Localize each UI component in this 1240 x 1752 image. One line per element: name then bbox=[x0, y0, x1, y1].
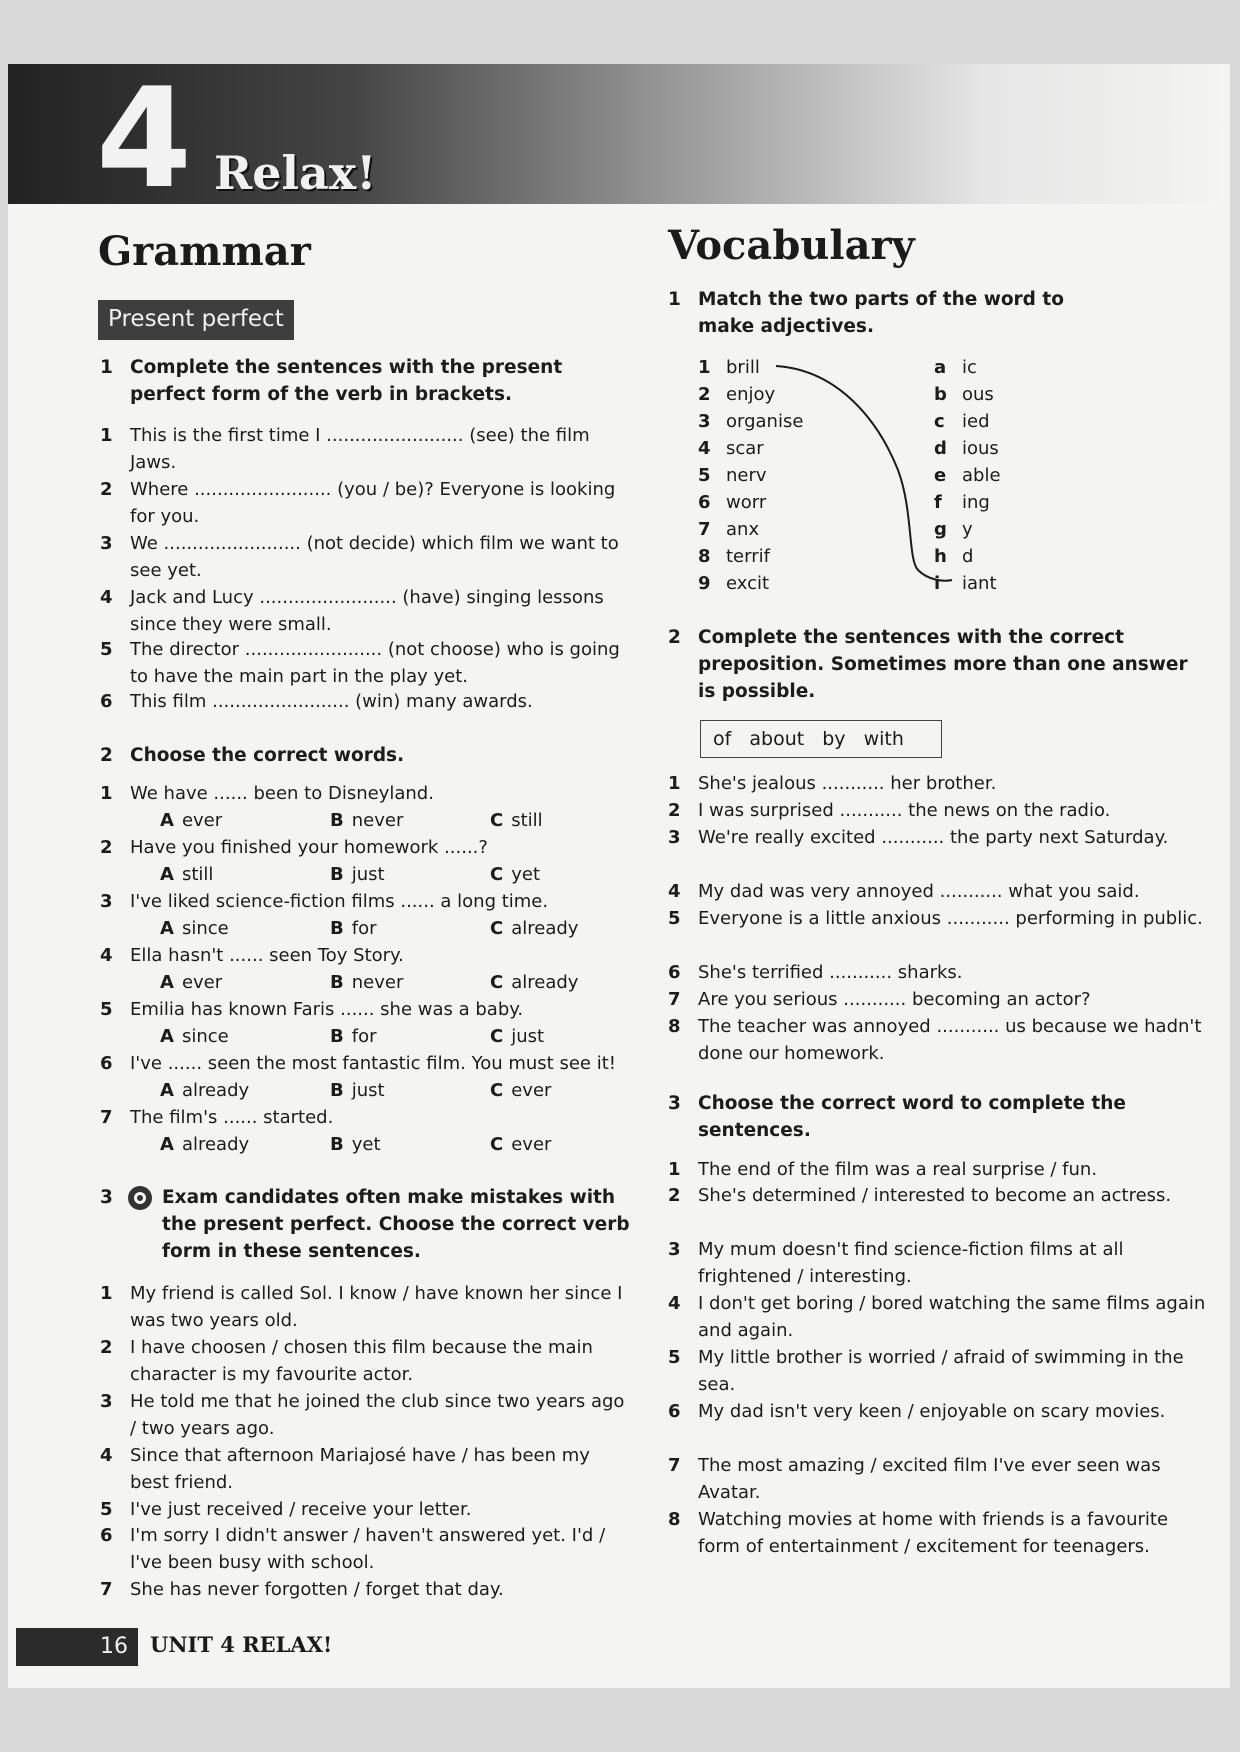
item-text: My dad was very annoyed ........... what you said. bbox=[698, 881, 1140, 902]
list-item bbox=[100, 888, 620, 915]
item-number: 2 bbox=[100, 1337, 113, 1358]
option-letter: B bbox=[330, 810, 344, 831]
item-letter: g bbox=[934, 519, 947, 540]
list-item bbox=[668, 959, 1208, 986]
list-item bbox=[668, 1156, 1208, 1183]
item-text: The most amazing / excited film I've ever seen was Avatar. bbox=[698, 1455, 1161, 1503]
list-item bbox=[668, 1398, 1208, 1425]
option-text: ever bbox=[181, 972, 223, 993]
word-part: ic bbox=[962, 357, 977, 378]
item-text: The film's ...... started. bbox=[130, 1107, 334, 1128]
option-text: already bbox=[181, 1134, 250, 1155]
list-item bbox=[100, 530, 620, 584]
item-text: Everyone is a little anxious ........... performing in public. bbox=[698, 908, 1203, 929]
item-text: Watching movies at home with friends is a favourite form of entertainment / excitement for teenagers. bbox=[698, 1509, 1169, 1557]
item-text: My friend is called Sol. I know / have known her since I was two years old. bbox=[130, 1283, 623, 1331]
page-footer bbox=[8, 1628, 1230, 1668]
vocab-ex1-title bbox=[668, 286, 1118, 340]
option-letter: C bbox=[490, 918, 504, 939]
footer-bar bbox=[16, 1628, 90, 1666]
option-letter: A bbox=[160, 1134, 174, 1155]
ex-number: 2 bbox=[668, 627, 681, 648]
word-part: d bbox=[962, 546, 974, 567]
item-number: 6 bbox=[668, 1401, 681, 1422]
option-letter: C bbox=[490, 864, 504, 885]
option-b bbox=[330, 861, 385, 888]
item-number: 5 bbox=[698, 465, 711, 486]
item-number: 4 bbox=[100, 1445, 113, 1466]
list-item bbox=[668, 1013, 1208, 1067]
option-text: yet bbox=[511, 864, 541, 885]
ex-number: 2 bbox=[100, 745, 113, 766]
word-part: terrif bbox=[726, 546, 770, 567]
item-number: 2 bbox=[100, 837, 113, 858]
item-number: 5 bbox=[668, 1347, 681, 1368]
option-text: still bbox=[511, 810, 543, 831]
word-part: scar bbox=[726, 438, 764, 459]
item-text: She's determined / interested to become an actress. bbox=[698, 1185, 1172, 1206]
word-part: ing bbox=[962, 492, 990, 513]
list-item bbox=[100, 942, 620, 969]
item-number: 6 bbox=[698, 492, 711, 513]
option-letter: C bbox=[490, 1134, 504, 1155]
grammar-ex3-title bbox=[100, 1184, 630, 1265]
item-number: 8 bbox=[668, 1016, 681, 1037]
grammar-ex1-title bbox=[100, 354, 630, 408]
vocab-ex2-title bbox=[668, 624, 1208, 705]
item-number: 2 bbox=[698, 384, 711, 405]
list-item bbox=[668, 1506, 1208, 1560]
item-text: She has never forgotten / forget that day. bbox=[130, 1579, 504, 1600]
vocabulary-heading: Vocabulary bbox=[668, 222, 915, 269]
item-number: 3 bbox=[100, 891, 113, 912]
option-b bbox=[330, 1023, 376, 1050]
item-text: The end of the film was a real surprise / fun. bbox=[698, 1159, 1098, 1180]
option-text: still bbox=[181, 864, 214, 885]
list-item bbox=[668, 824, 1208, 851]
item-text: Emilia has known Faris ...... she was a baby. bbox=[130, 999, 524, 1020]
option-letter: C bbox=[490, 1026, 504, 1047]
option-b bbox=[330, 915, 376, 942]
option-a bbox=[160, 915, 229, 942]
word-part: nerv bbox=[726, 465, 767, 486]
option-letter: C bbox=[490, 972, 504, 993]
list-item bbox=[100, 1522, 630, 1576]
vocab-ex3-title bbox=[668, 1090, 1208, 1144]
option-text: yet bbox=[351, 1134, 381, 1155]
option-a bbox=[160, 969, 222, 996]
list-item bbox=[668, 1344, 1208, 1398]
item-number: 4 bbox=[100, 587, 113, 608]
preposition-word: with bbox=[863, 728, 904, 750]
list-item bbox=[100, 1334, 630, 1388]
list-item bbox=[668, 905, 1208, 932]
option-text: never bbox=[351, 810, 404, 831]
section-tag: Present perfect bbox=[98, 300, 294, 340]
list-item bbox=[100, 1280, 630, 1334]
item-letter: f bbox=[934, 492, 942, 513]
item-number: 8 bbox=[698, 546, 711, 567]
item-number: 7 bbox=[698, 519, 711, 540]
option-letter: A bbox=[160, 972, 174, 993]
item-letter: h bbox=[934, 546, 947, 567]
option-c bbox=[490, 1023, 544, 1050]
ex-number: 1 bbox=[100, 357, 113, 378]
list-item bbox=[100, 688, 620, 715]
item-number: 5 bbox=[100, 999, 113, 1020]
item-number: 2 bbox=[668, 800, 681, 821]
item-number: 7 bbox=[668, 989, 681, 1010]
unit-number: 4 bbox=[96, 58, 189, 219]
item-number: 5 bbox=[100, 1499, 113, 1520]
word-part: ied bbox=[962, 411, 990, 432]
option-letter: A bbox=[160, 1080, 174, 1101]
option-letter: C bbox=[490, 1080, 504, 1101]
item-text: Are you serious ........... becoming an actor? bbox=[698, 989, 1091, 1010]
item-text: This is the first time I ........................ (see) the film Jaws. bbox=[130, 425, 590, 473]
list-item bbox=[100, 1388, 630, 1442]
list-item bbox=[100, 780, 620, 807]
option-c bbox=[490, 915, 578, 942]
option-text: just bbox=[511, 1026, 545, 1047]
item-text: Ella hasn't ...... seen Toy Story. bbox=[130, 945, 404, 966]
option-text: just bbox=[351, 1080, 385, 1101]
option-a bbox=[160, 1131, 249, 1158]
item-number: 5 bbox=[668, 908, 681, 929]
item-number: 7 bbox=[668, 1455, 681, 1476]
option-letter: B bbox=[330, 1134, 344, 1155]
option-letter: B bbox=[330, 972, 344, 993]
item-number: 9 bbox=[698, 573, 711, 594]
item-text: My mum doesn't find science-fiction films at all frightened / interesting. bbox=[698, 1239, 1124, 1287]
option-b bbox=[330, 807, 403, 834]
item-number: 3 bbox=[668, 1239, 681, 1260]
item-text: My dad isn't very keen / enjoyable on scary movies. bbox=[698, 1401, 1166, 1422]
item-text: We ........................ (not decide) which film we want to see yet. bbox=[130, 533, 619, 581]
item-number: 4 bbox=[668, 881, 681, 902]
item-text: My little brother is worried / afraid of swimming in the sea. bbox=[698, 1347, 1184, 1395]
list-item bbox=[100, 1442, 630, 1496]
item-text: We have ...... been to Disneyland. bbox=[130, 783, 434, 804]
list-item bbox=[668, 986, 1208, 1013]
item-number: 3 bbox=[100, 1391, 113, 1412]
item-letter: i bbox=[934, 573, 941, 594]
list-item bbox=[668, 1452, 1208, 1506]
ex-instruction: Exam candidates often make mistakes with the present perfect. Choose the correct verb form in these sentences. bbox=[162, 1187, 630, 1262]
item-letter: a bbox=[934, 357, 947, 378]
ex-number: 3 bbox=[668, 1093, 681, 1114]
option-letter: B bbox=[330, 864, 344, 885]
item-number: 1 bbox=[100, 1283, 113, 1304]
list-item bbox=[100, 1050, 620, 1077]
option-c bbox=[490, 969, 578, 996]
item-text: I was surprised ........... the news on the radio. bbox=[698, 800, 1111, 821]
word-part: enjoy bbox=[726, 384, 776, 405]
option-c bbox=[490, 1131, 551, 1158]
list-item bbox=[668, 1236, 1208, 1290]
item-text: Since that afternoon Mariajosé have / has been my best friend. bbox=[130, 1445, 590, 1493]
exam-icon bbox=[128, 1186, 152, 1210]
word-part: iant bbox=[962, 573, 997, 594]
option-letter: B bbox=[330, 1026, 344, 1047]
list-item bbox=[668, 770, 1208, 797]
option-letter: C bbox=[490, 810, 504, 831]
list-item bbox=[668, 878, 1208, 905]
option-text: ever bbox=[511, 1080, 552, 1101]
grammar-heading: Grammar bbox=[98, 228, 311, 275]
option-a bbox=[160, 861, 213, 888]
word-part: brill bbox=[726, 357, 760, 378]
item-text: Have you finished your homework ......? bbox=[130, 837, 488, 858]
item-number: 2 bbox=[100, 479, 113, 500]
item-number: 3 bbox=[698, 411, 711, 432]
option-text: already bbox=[511, 972, 579, 993]
unit-banner bbox=[8, 64, 1230, 204]
option-text: already bbox=[181, 1080, 250, 1101]
item-text: This film ........................ (win) many awards. bbox=[130, 691, 533, 712]
word-part: y bbox=[962, 519, 973, 540]
word-part: able bbox=[962, 465, 1001, 486]
item-number: 4 bbox=[100, 945, 113, 966]
item-number: 5 bbox=[100, 639, 113, 660]
list-item bbox=[100, 1104, 620, 1131]
ex-instruction: Choose the correct word to complete the sentences. bbox=[698, 1093, 1126, 1141]
item-number: 1 bbox=[668, 1159, 681, 1180]
list-item bbox=[668, 1182, 1208, 1209]
item-letter: b bbox=[934, 384, 947, 405]
item-text: I don't get boring / bored watching the same films again and again. bbox=[698, 1293, 1206, 1341]
ex-number: 1 bbox=[668, 289, 681, 310]
option-a bbox=[160, 1023, 229, 1050]
list-item bbox=[100, 422, 620, 476]
word-part: ious bbox=[962, 438, 999, 459]
list-item bbox=[100, 1496, 630, 1523]
item-number: 8 bbox=[668, 1509, 681, 1530]
option-text: already bbox=[511, 918, 579, 939]
preposition-word: of bbox=[713, 728, 732, 750]
item-text: She's jealous ........... her brother. bbox=[698, 773, 997, 794]
list-item bbox=[100, 834, 620, 861]
item-letter: d bbox=[934, 438, 947, 459]
option-text: never bbox=[351, 972, 404, 993]
option-letter: A bbox=[160, 1026, 174, 1047]
item-number: 1 bbox=[698, 357, 711, 378]
list-item bbox=[100, 476, 620, 530]
word-part: organise bbox=[726, 411, 804, 432]
item-number: 2 bbox=[668, 1185, 681, 1206]
preposition-box bbox=[700, 720, 942, 758]
item-letter: c bbox=[934, 411, 945, 432]
matching-line bbox=[768, 360, 968, 590]
item-number: 7 bbox=[100, 1107, 113, 1128]
option-text: since bbox=[181, 1026, 229, 1047]
option-letter: A bbox=[160, 810, 174, 831]
unit-title: Relax! bbox=[214, 146, 377, 200]
item-number: 4 bbox=[698, 438, 711, 459]
ex-number: 3 bbox=[100, 1187, 113, 1208]
item-text: I'm sorry I didn't answer / haven't answered yet. I'd / I've been busy with school. bbox=[130, 1525, 606, 1573]
list-item bbox=[668, 1290, 1208, 1344]
option-a bbox=[160, 807, 222, 834]
ex-instruction: Complete the sentences with the correct preposition. Sometimes more than one answer is possible. bbox=[698, 627, 1188, 702]
option-text: for bbox=[351, 1026, 377, 1047]
option-letter: A bbox=[160, 918, 174, 939]
item-number: 3 bbox=[100, 533, 113, 554]
item-text: I've just received / receive your letter. bbox=[130, 1499, 472, 1520]
item-number: 1 bbox=[100, 425, 113, 446]
option-a bbox=[160, 1077, 249, 1104]
item-text: He told me that he joined the club since two years ago / two years ago. bbox=[130, 1391, 625, 1439]
grammar-ex2-title bbox=[100, 742, 630, 769]
item-number: 7 bbox=[100, 1579, 113, 1600]
item-number: 4 bbox=[668, 1293, 681, 1314]
item-text: Where ........................ (you / be)? Everyone is looking for you. bbox=[130, 479, 616, 527]
option-c bbox=[490, 861, 540, 888]
list-item bbox=[100, 996, 620, 1023]
item-text: The teacher was annoyed ........... us because we hadn't done our homework. bbox=[698, 1016, 1202, 1064]
option-letter: B bbox=[330, 918, 344, 939]
item-number: 6 bbox=[668, 962, 681, 983]
item-number: 6 bbox=[100, 1053, 113, 1074]
option-b bbox=[330, 1077, 385, 1104]
item-number: 1 bbox=[100, 783, 113, 804]
word-part: worr bbox=[726, 492, 767, 513]
item-number: 6 bbox=[100, 1525, 113, 1546]
item-number: 3 bbox=[668, 827, 681, 848]
preposition-word: about bbox=[749, 728, 805, 750]
list-item bbox=[100, 584, 620, 638]
option-letter: A bbox=[160, 864, 174, 885]
item-number: 1 bbox=[668, 773, 681, 794]
word-part: excit bbox=[726, 573, 770, 594]
footer-label: UNIT 4 RELAX! bbox=[150, 1632, 333, 1657]
option-text: for bbox=[351, 918, 377, 939]
item-text: I have choosen / chosen this film because the main character is my favourite actor. bbox=[130, 1337, 593, 1385]
item-text: She's terrified ........... sharks. bbox=[698, 962, 963, 983]
list-item bbox=[100, 636, 620, 690]
option-c bbox=[490, 1077, 551, 1104]
option-text: ever bbox=[511, 1134, 552, 1155]
item-letter: e bbox=[934, 465, 947, 486]
option-text: ever bbox=[181, 810, 223, 831]
option-text: just bbox=[351, 864, 385, 885]
item-number: 6 bbox=[100, 691, 113, 712]
item-text: I've liked science-fiction films ...... a long time. bbox=[130, 891, 549, 912]
option-b bbox=[330, 969, 403, 996]
item-text: I've ...... seen the most fantastic film. You must see it! bbox=[130, 1053, 616, 1074]
ex-instruction: Complete the sentences with the present perfect form of the verb in brackets. bbox=[130, 357, 563, 405]
item-text: We're really excited ........... the party next Saturday. bbox=[698, 827, 1169, 848]
ex-instruction: Choose the correct words. bbox=[130, 745, 405, 766]
page-number: 16 bbox=[90, 1628, 138, 1666]
word-part: ous bbox=[962, 384, 994, 405]
word-part: anx bbox=[726, 519, 760, 540]
option-text: since bbox=[181, 918, 229, 939]
option-c bbox=[490, 807, 543, 834]
preposition-word: by bbox=[822, 728, 846, 750]
list-item bbox=[100, 1576, 630, 1603]
item-text: The director ........................ (not choose) who is going to have the main part in the play yet. bbox=[130, 639, 620, 687]
ex-instruction: Match the two parts of the word to make adjectives. bbox=[698, 289, 1064, 337]
option-b bbox=[330, 1131, 381, 1158]
item-text: Jack and Lucy ........................ (have) singing lessons since they were small. bbox=[130, 587, 604, 635]
option-letter: B bbox=[330, 1080, 344, 1101]
list-item bbox=[668, 797, 1208, 824]
